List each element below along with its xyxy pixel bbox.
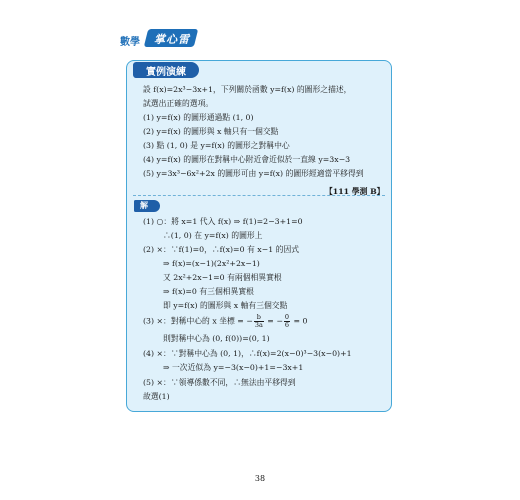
fraction-numerator: 0 (284, 313, 289, 321)
example-tab-label: 實例演練 (146, 67, 186, 78)
option-2: (2) y=f(x) 的圖形與 x 軸只有一個交點 (143, 127, 279, 136)
fraction-b-over-3a (254, 314, 264, 329)
fraction-numerator: b (254, 314, 264, 322)
solution-line: ⇒ 一次近似為 y=−3(x−0)+1=−3x+1 (163, 363, 304, 372)
solution-line: (5) ×：∵領導係數不同，∴無法由平移得到 (143, 378, 296, 387)
fraction-denominator: 6 (284, 321, 289, 329)
fraction-0-over-6 (284, 314, 290, 329)
option-1: (1) y=f(x) 的圖形通過點 (1, 0) (143, 113, 254, 122)
solution-line: 又 2x²+2x−1=0 有兩個相異實根 (163, 273, 282, 282)
question-line: 試選出正確的選項。 (143, 99, 214, 108)
solution-line: ∴(1, 0) 在 y=f(x) 的圖形上 (163, 231, 263, 240)
final-answer: 故選(1) (143, 392, 170, 401)
solution-line: (4) ×：∵對稱中心為 (0, 1)，∴f(x)=2(x−0)³−3(x−0)+1 (143, 349, 352, 358)
source-citation: 【111 學測 B】 (325, 187, 385, 196)
option-4: (4) y=f(x) 的圖形在對稱中心附近會近似於一直線 y=3x−3 (143, 155, 351, 164)
solution-line: 則對稱中心為 (0, f(0))=(0, 1) (163, 334, 270, 343)
fraction-denominator: 3a (254, 321, 263, 329)
option-5: (5) y=3x³−6x²+2x 的圖形可由 y=f(x) 的圖形經適當平移得到 (143, 169, 364, 178)
page-number: 38 (254, 474, 266, 483)
solution-line: ⇒ f(x)=0 有三個相異實根 (163, 287, 254, 296)
line3-suffix: = 0 (291, 316, 308, 326)
section-divider (133, 195, 385, 196)
option-3: (3) 點 (1, 0) 是 y=f(x) 的圖形之對稱中心 (143, 141, 290, 150)
solution-line: 即 y=f(x) 的圖形與 x 軸有三個交點 (163, 301, 288, 310)
solution-line: ⇒ f(x)=(x−1)(2x²+2x−1) (163, 259, 260, 268)
solution-line-3 (143, 314, 307, 329)
subject-label: 數學 (120, 37, 140, 48)
line3-mid: = − (264, 316, 283, 326)
brand-logo-text: 掌心雷 (154, 33, 190, 46)
solution-label: 解 (140, 201, 148, 210)
question-line: 設 f(x)=2x³−3x+1，下列關於函數 y=f(x) 的圖形之描述， (143, 85, 352, 94)
solution-line: (1) ○：將 x=1 代入 f(x) ⇒ f(1)=2−3+1=0 (143, 217, 303, 226)
line3-prefix: (3) ×：對稱中心的 x 坐標 = − (143, 316, 253, 326)
solution-line: (2) ×：∵f(1)=0，∴f(x)=0 有 x−1 的因式 (143, 245, 300, 254)
